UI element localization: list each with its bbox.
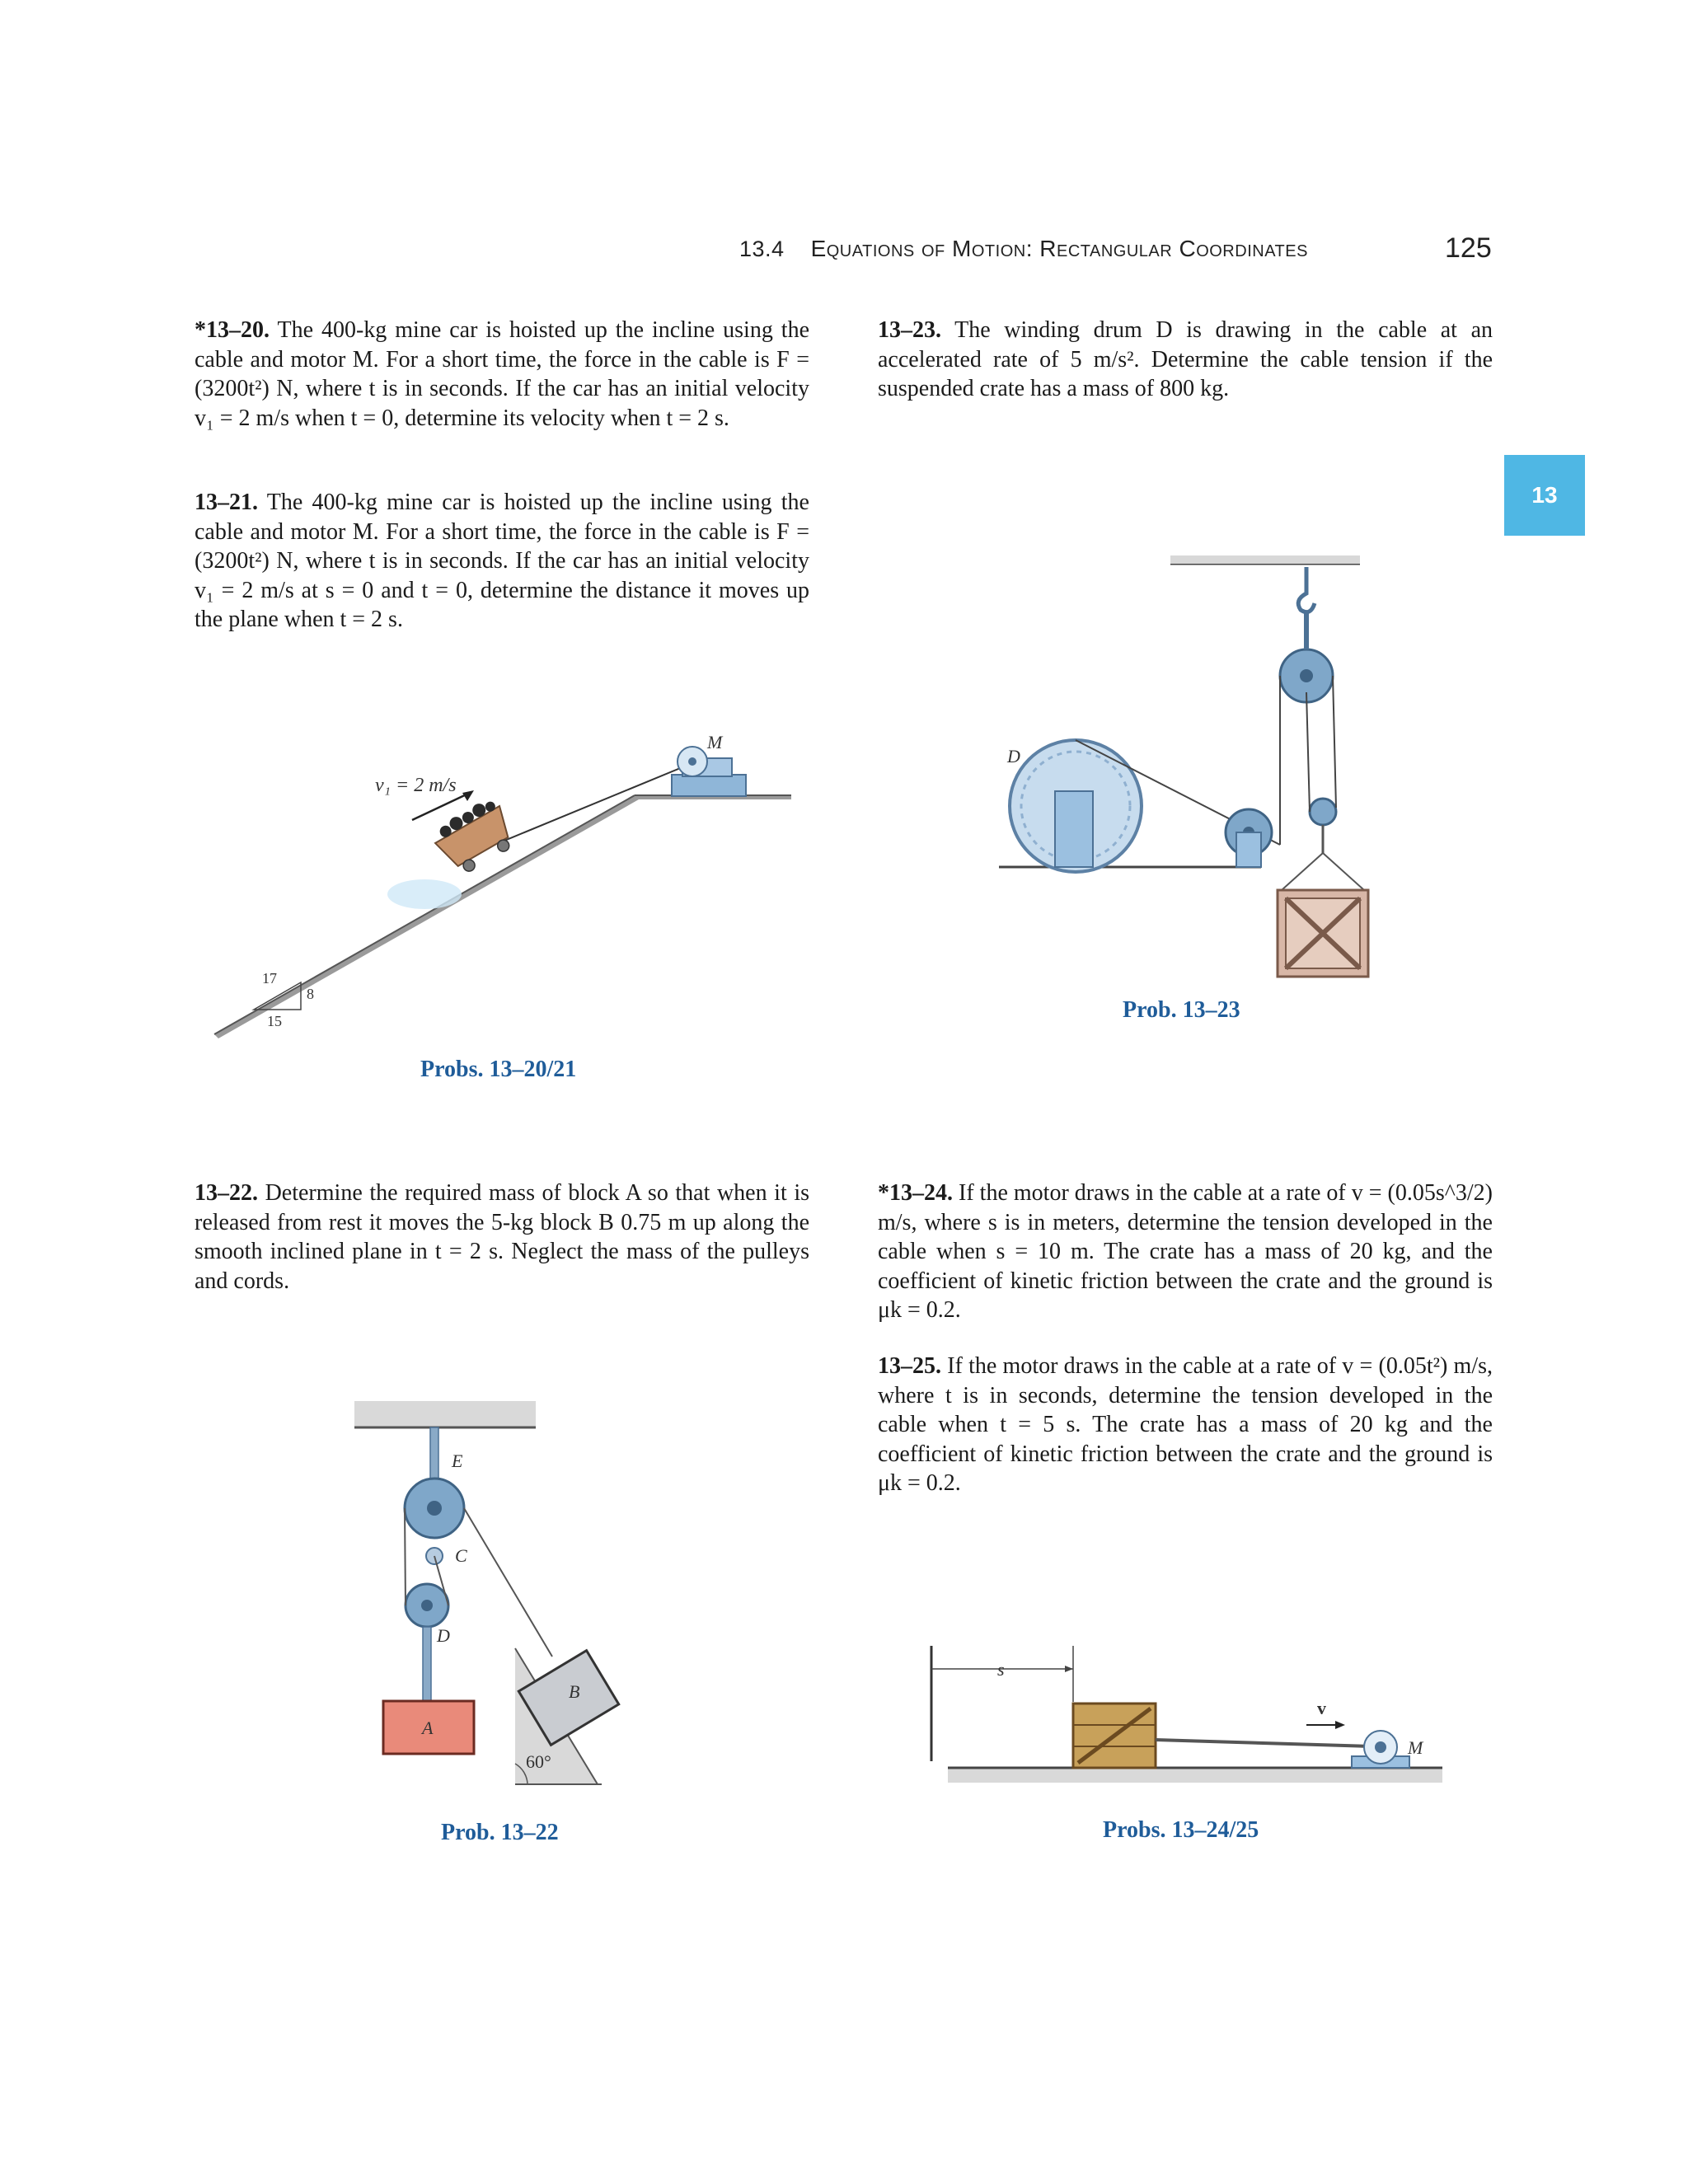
page-number: 125 — [1445, 232, 1492, 264]
v-label: v — [1317, 1698, 1326, 1718]
problem-number: *13–24. — [878, 1180, 953, 1206]
section-title: Equations of Motion: Rectangular Coordinates — [810, 236, 1308, 261]
slope-hypotenuse: 17 — [262, 970, 277, 987]
problem-number: 13–25. — [878, 1353, 941, 1379]
problem-number: *13–20. — [195, 317, 270, 343]
velocity-arrow — [412, 793, 470, 820]
figure-winding-drum — [989, 552, 1401, 997]
problem-number: 13–22. — [195, 1180, 258, 1206]
label-A: A — [422, 1718, 434, 1738]
problem-text: The 400-kg mine car is hoisted up the incline using the cable and motor M. For a short time, the force in the cable is F = (3200t²) N, where t is in seconds. If the car has an initial velocity v₁ = 2 m/s at s = 0 and t = 0, determine the distance it moves up the plane when t = 2 s. — [195, 490, 809, 632]
incline-line — [214, 795, 635, 1034]
figure-crate-motor — [923, 1636, 1451, 1817]
problem-text: The 400-kg mine car is hoisted up the incline using the cable and motor M. For a short time, the force in the cable is F = (3200t²) N, where t is in seconds. If the car has an initial velocity v₁ = 2 m/s when t = 0, determine its velocity when t = 2 s. — [195, 317, 809, 431]
section-number: 13.4 — [739, 237, 785, 261]
angle-label: 60° — [526, 1751, 551, 1772]
running-header — [739, 236, 1308, 262]
ground-hatch — [948, 1768, 1442, 1783]
label-C: C — [455, 1545, 467, 1566]
problem-13-22 — [195, 1179, 809, 1296]
cable — [1156, 1740, 1372, 1746]
figure-caption-13-24-25: Probs. 13–24/25 — [1103, 1817, 1259, 1843]
crate — [1278, 890, 1368, 977]
problem-number: 13–21. — [195, 490, 258, 515]
chapter-tab[interactable]: 13 — [1504, 455, 1585, 536]
problem-13-23 — [878, 316, 1493, 404]
s-label: s — [997, 1659, 1005, 1680]
ceiling-hatch — [354, 1401, 536, 1427]
motor — [672, 747, 746, 796]
problem-text: Determine the required mass of block A so that when it is released from rest it moves the 5-kg block B 0.75 m up along the smooth inclined plane in t = 2 s. Neglect the mass of the pulleys and cords. — [195, 1180, 809, 1294]
ceiling-hatch — [1170, 555, 1360, 564]
figure-caption-13-22: Prob. 13–22 — [441, 1820, 559, 1845]
sling-left — [1282, 853, 1323, 890]
problem-13-20 — [195, 316, 809, 433]
hook — [1298, 567, 1315, 612]
motor-label: M — [1408, 1737, 1423, 1758]
problem-text: If the motor draws in the cable at a rate of v = (0.05t²) m/s, where t is in seconds, determine the tension developed in the cable when t = 5 s. The crate has a mass of 20 kg and the coefficient of kinetic friction between the crate and the ground is μk = 0.2. — [878, 1353, 1493, 1496]
figure-caption-13-20-21: Probs. 13–20/21 — [420, 1057, 577, 1082]
motor-label: M — [707, 732, 723, 752]
cable — [504, 765, 688, 841]
figure-pulley-block-incline — [346, 1393, 676, 1805]
slope-triangle — [254, 982, 301, 1010]
mine-car — [429, 794, 520, 879]
slope-rise: 8 — [307, 986, 314, 1002]
velocity-label: v₁ = 2 m/s — [375, 775, 457, 796]
motion-blur — [387, 879, 462, 909]
sling-right — [1323, 853, 1364, 890]
label-D: D — [437, 1625, 450, 1646]
figure-mine-car-incline — [206, 725, 799, 1038]
slope-run: 15 — [267, 1013, 282, 1029]
drum-stand — [1055, 791, 1093, 867]
crate — [1073, 1704, 1156, 1768]
lower-pulley — [1310, 799, 1336, 825]
problem-text: If the motor draws in the cable at a rate of v = (0.05s^3/2) m/s, where s is in meters, determine the tension developed in the cable when s = 10 m. The crate has a mass of 20 kg, and the coefficient of kinetic friction between the crate and the ground is μk = 0.2. — [878, 1180, 1493, 1323]
problem-13-25 — [878, 1352, 1493, 1498]
cord-to-B — [464, 1508, 552, 1657]
cable-right — [1333, 676, 1336, 808]
problem-13-21 — [195, 488, 809, 635]
problem-number: 13–23. — [878, 317, 941, 343]
label-B: B — [569, 1681, 580, 1702]
figure-caption-13-23: Prob. 13–23 — [1123, 997, 1240, 1023]
drum-label: D — [1007, 746, 1020, 766]
label-E: E — [452, 1451, 463, 1471]
problem-13-24 — [878, 1179, 1493, 1325]
motor — [1352, 1731, 1409, 1768]
problem-text: The winding drum D is drawing in the cable at an accelerated rate of 5 m/s². Determine the cable tension if the suspended crate has a mass of 800 kg. — [878, 317, 1493, 401]
